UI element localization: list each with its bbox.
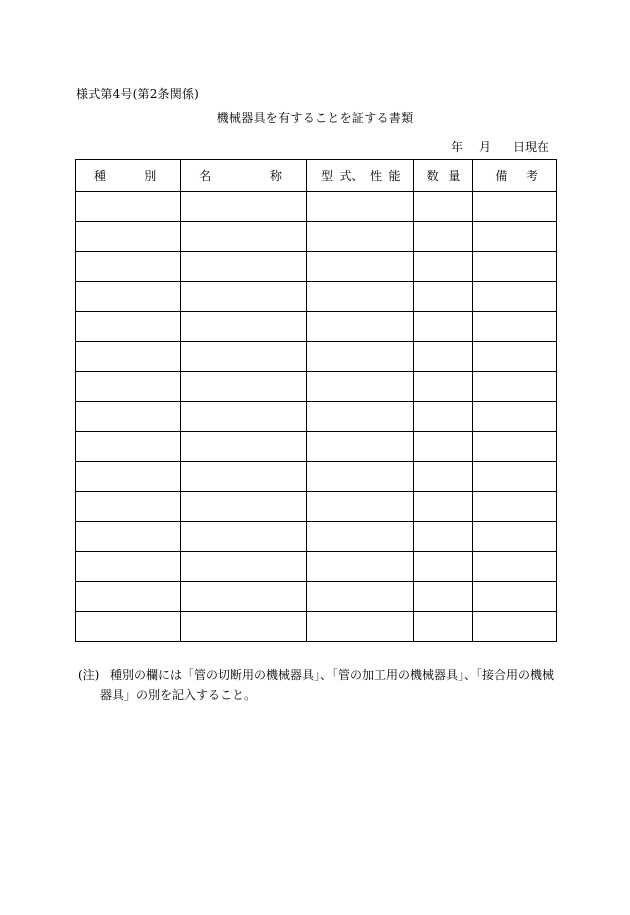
model-performance-cell[interactable] bbox=[306, 582, 413, 612]
model-performance-cell[interactable] bbox=[306, 552, 413, 582]
footnote-text1: 種別の欄には「管の切断用の機械器具」、「管の加工用の機械器具」、「接合用の機械 bbox=[110, 668, 555, 682]
header-quantity-char1: 数 bbox=[426, 169, 439, 183]
name-cell[interactable] bbox=[181, 222, 307, 252]
name-cell[interactable] bbox=[181, 462, 307, 492]
model-performance-cell[interactable] bbox=[306, 522, 413, 552]
model-performance-cell[interactable] bbox=[306, 252, 413, 282]
category-cell[interactable] bbox=[76, 282, 181, 312]
remarks-cell[interactable] bbox=[473, 492, 557, 522]
header-quantity bbox=[413, 160, 473, 192]
quantity-cell[interactable] bbox=[413, 552, 473, 582]
name-cell[interactable] bbox=[181, 342, 307, 372]
model-performance-cell[interactable] bbox=[306, 342, 413, 372]
table-row bbox=[76, 222, 557, 252]
table-row bbox=[76, 462, 557, 492]
name-cell[interactable] bbox=[181, 492, 307, 522]
name-cell[interactable] bbox=[181, 282, 307, 312]
quantity-cell[interactable] bbox=[413, 612, 473, 642]
remarks-cell[interactable] bbox=[473, 432, 557, 462]
quantity-cell[interactable] bbox=[413, 522, 473, 552]
category-cell[interactable] bbox=[76, 432, 181, 462]
category-cell[interactable] bbox=[76, 372, 181, 402]
form-label: 様式第4号(第2条関係) bbox=[76, 87, 200, 101]
remarks-cell[interactable] bbox=[473, 462, 557, 492]
model-performance-cell[interactable] bbox=[306, 282, 413, 312]
name-cell[interactable] bbox=[181, 192, 307, 222]
equipment-table bbox=[75, 159, 557, 642]
category-cell[interactable] bbox=[76, 252, 181, 282]
quantity-cell[interactable] bbox=[413, 192, 473, 222]
model-performance-cell[interactable] bbox=[306, 192, 413, 222]
model-performance-cell[interactable] bbox=[306, 402, 413, 432]
model-performance-cell[interactable] bbox=[306, 372, 413, 402]
remarks-cell[interactable] bbox=[473, 402, 557, 432]
table-row bbox=[76, 342, 557, 372]
remarks-cell[interactable] bbox=[473, 582, 557, 612]
name-cell[interactable] bbox=[181, 312, 307, 342]
date-month: 月 bbox=[478, 140, 491, 154]
quantity-cell[interactable] bbox=[413, 222, 473, 252]
header-name-char1: 名 bbox=[199, 169, 212, 183]
table-row bbox=[76, 312, 557, 342]
header-remarks bbox=[473, 160, 557, 192]
category-cell[interactable] bbox=[76, 192, 181, 222]
footnote bbox=[78, 665, 558, 705]
table-row bbox=[76, 372, 557, 402]
header-model-performance bbox=[306, 160, 413, 192]
quantity-cell[interactable] bbox=[413, 402, 473, 432]
category-cell[interactable] bbox=[76, 522, 181, 552]
quantity-cell[interactable] bbox=[413, 372, 473, 402]
name-cell[interactable] bbox=[181, 582, 307, 612]
remarks-cell[interactable] bbox=[473, 552, 557, 582]
name-cell[interactable] bbox=[181, 402, 307, 432]
category-cell[interactable] bbox=[76, 612, 181, 642]
header-model-part2: 式、 bbox=[339, 169, 364, 183]
remarks-cell[interactable] bbox=[473, 312, 557, 342]
header-remarks-char1: 備 bbox=[495, 169, 508, 183]
quantity-cell[interactable] bbox=[413, 462, 473, 492]
remarks-cell[interactable] bbox=[473, 252, 557, 282]
category-cell[interactable] bbox=[76, 402, 181, 432]
model-performance-cell[interactable] bbox=[306, 492, 413, 522]
quantity-cell[interactable] bbox=[413, 582, 473, 612]
remarks-cell[interactable] bbox=[473, 342, 557, 372]
category-cell[interactable] bbox=[76, 222, 181, 252]
quantity-cell[interactable] bbox=[413, 282, 473, 312]
table-row bbox=[76, 582, 557, 612]
table-row bbox=[76, 192, 557, 222]
header-category-char1: 種 bbox=[94, 169, 107, 183]
quantity-cell[interactable] bbox=[413, 432, 473, 462]
remarks-cell[interactable] bbox=[473, 372, 557, 402]
remarks-cell[interactable] bbox=[473, 282, 557, 312]
model-performance-cell[interactable] bbox=[306, 222, 413, 252]
category-cell[interactable] bbox=[76, 342, 181, 372]
footnote-line2 bbox=[78, 685, 558, 705]
header-model-part1: 型 bbox=[320, 169, 333, 183]
remarks-cell[interactable] bbox=[473, 222, 557, 252]
table-row bbox=[76, 492, 557, 522]
category-cell[interactable] bbox=[76, 312, 181, 342]
category-cell[interactable] bbox=[76, 552, 181, 582]
table-row bbox=[76, 552, 557, 582]
date-year: 年 bbox=[450, 140, 463, 154]
model-performance-cell[interactable] bbox=[306, 612, 413, 642]
header-name bbox=[181, 160, 307, 192]
header-name-char2: 称 bbox=[269, 169, 282, 183]
table-header-row bbox=[76, 160, 557, 192]
category-cell[interactable] bbox=[76, 582, 181, 612]
quantity-cell[interactable] bbox=[413, 492, 473, 522]
table-body bbox=[76, 192, 557, 642]
header-category bbox=[76, 160, 181, 192]
category-cell[interactable] bbox=[76, 492, 181, 522]
name-cell[interactable] bbox=[181, 612, 307, 642]
document-title: 機械器具を有することを証する書類 bbox=[216, 111, 414, 125]
name-cell[interactable] bbox=[181, 552, 307, 582]
table-row bbox=[76, 252, 557, 282]
remarks-cell[interactable] bbox=[473, 612, 557, 642]
name-cell[interactable] bbox=[181, 372, 307, 402]
header-category-char2: 別 bbox=[144, 169, 157, 183]
header-model-part3: 性 bbox=[370, 169, 383, 183]
date-line bbox=[451, 138, 549, 155]
header-remarks-char2: 考 bbox=[525, 169, 538, 183]
footnote-line1 bbox=[78, 665, 558, 685]
name-cell[interactable] bbox=[181, 252, 307, 282]
table-row bbox=[76, 432, 557, 462]
model-performance-cell[interactable] bbox=[306, 462, 413, 492]
quantity-cell[interactable] bbox=[413, 252, 473, 282]
footnote-tag: (注) bbox=[78, 668, 100, 682]
remarks-cell[interactable] bbox=[473, 522, 557, 552]
header-quantity-char2: 量 bbox=[448, 169, 461, 183]
footnote-text2: 器具」の別を記入すること。 bbox=[100, 688, 257, 702]
table-row bbox=[76, 612, 557, 642]
date-day-as-of: 日現在 bbox=[512, 140, 549, 154]
remarks-cell[interactable] bbox=[473, 192, 557, 222]
name-cell[interactable] bbox=[181, 522, 307, 552]
table-row bbox=[76, 402, 557, 432]
quantity-cell[interactable] bbox=[413, 312, 473, 342]
quantity-cell[interactable] bbox=[413, 342, 473, 372]
category-cell[interactable] bbox=[76, 462, 181, 492]
table-row bbox=[76, 282, 557, 312]
model-performance-cell[interactable] bbox=[306, 432, 413, 462]
header-model-part4: 能 bbox=[388, 169, 401, 183]
model-performance-cell[interactable] bbox=[306, 312, 413, 342]
name-cell[interactable] bbox=[181, 432, 307, 462]
table-row bbox=[76, 522, 557, 552]
